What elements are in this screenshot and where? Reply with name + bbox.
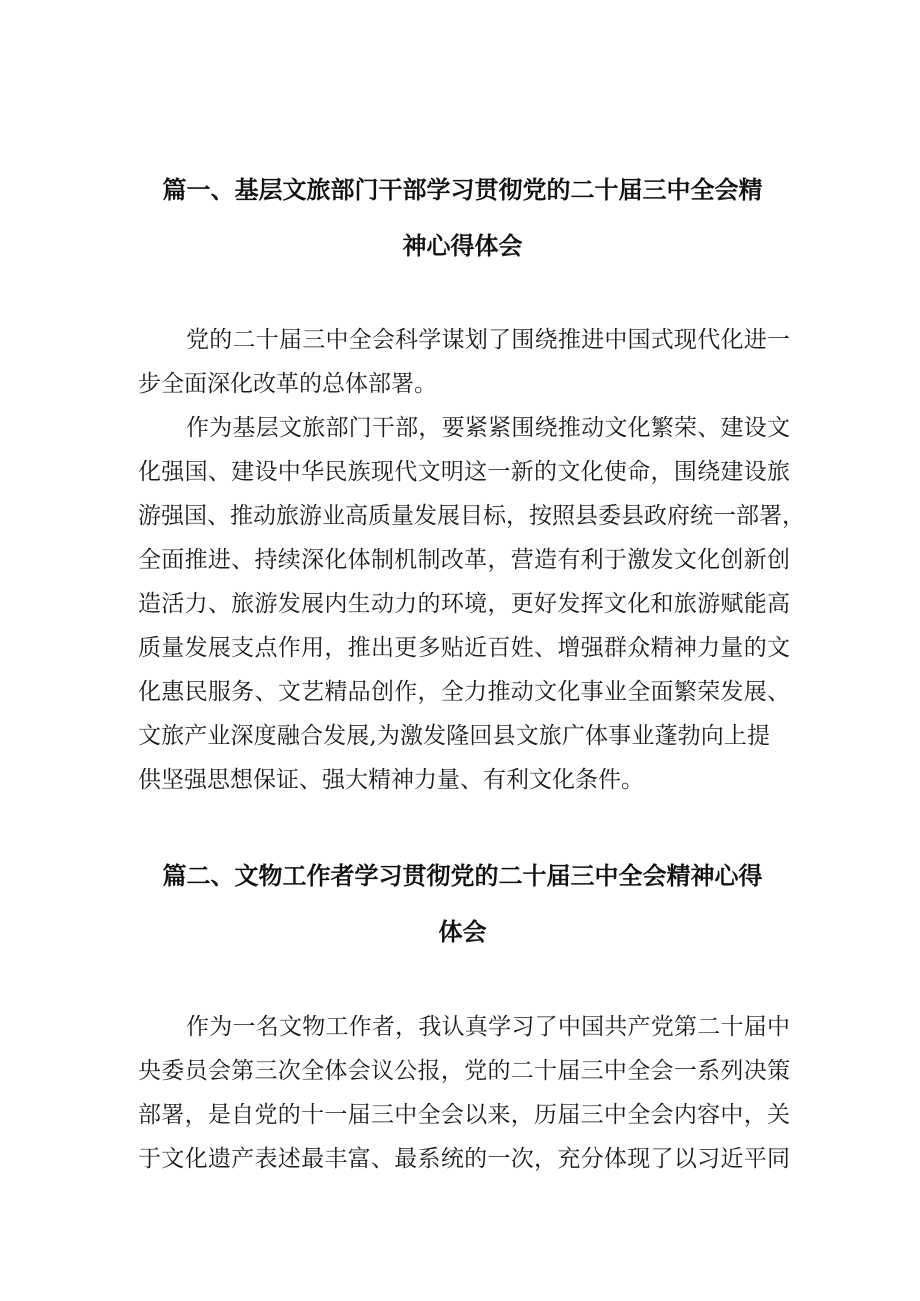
section1-para2-line-5: 造活力、旅游发展内生动力的环境，更好发挥文化和旅游赋能高 bbox=[138, 591, 790, 617]
section2-para1-line-2: 央委员会第三次全体会议公报，党的二十届三中全会一系列决策 bbox=[138, 1058, 790, 1084]
section2-title-line-1: 篇二、文物工作者学习贯彻党的二十届三中全会精神心得 bbox=[162, 862, 763, 890]
section1-para1-line-1: 党的二十届三中全会科学谋划了围绕推进中国式现代化进一 bbox=[186, 327, 790, 353]
section1-para2-line-8: 文旅产业深度融合发展,为激发隆回县文旅广体事业蓬勃向上提 bbox=[138, 723, 770, 749]
section1-para2-line-3: 游强国、推动旅游业高质量发展目标，按照县委县政府统一部署， bbox=[138, 503, 805, 529]
section1-para2-line-9: 供坚强思想保证、强大精神力量、有利文化条件。 bbox=[138, 767, 644, 793]
section1-para2-line-1: 作为基层文旅部门干部，要紧紧围绕推动文化繁荣、建设文 bbox=[186, 415, 790, 441]
section1-title-line-2: 神心得体会 bbox=[402, 232, 523, 260]
section1-para2-line-2: 化强国、建设中华民族现代文明这一新的文化使命，围绕建设旅 bbox=[138, 459, 790, 485]
section1-para2-line-4: 全面推进、持续深化体制机制改革，营造有利于激发文化创新创 bbox=[138, 547, 790, 573]
section1-title-line-1: 篇一、基层文旅部门干部学习贯彻党的二十届三中全会精 bbox=[162, 176, 763, 204]
section1-para1-line-2: 步全面深化改革的总体部署。 bbox=[138, 371, 437, 397]
section1-para2-line-7: 化惠民服务、文艺精品创作，全力推动文化事业全面繁荣发展、 bbox=[138, 679, 790, 705]
section1-para2-line-6: 质量发展支点作用，推出更多贴近百姓、增强群众精神力量的文 bbox=[138, 635, 790, 661]
section2-para1-line-4: 于文化遗产表述最丰富、最系统的一次，充分体现了以习近平同 bbox=[138, 1146, 790, 1172]
section2-para1-line-3: 部署，是自党的十一届三中全会以来，历届三中全会内容中，关 bbox=[138, 1102, 790, 1128]
section2-title-line-2: 体会 bbox=[438, 918, 487, 946]
section2-para1-line-1: 作为一名文物工作者，我认真学习了中国共产党第二十届中 bbox=[186, 1014, 790, 1040]
